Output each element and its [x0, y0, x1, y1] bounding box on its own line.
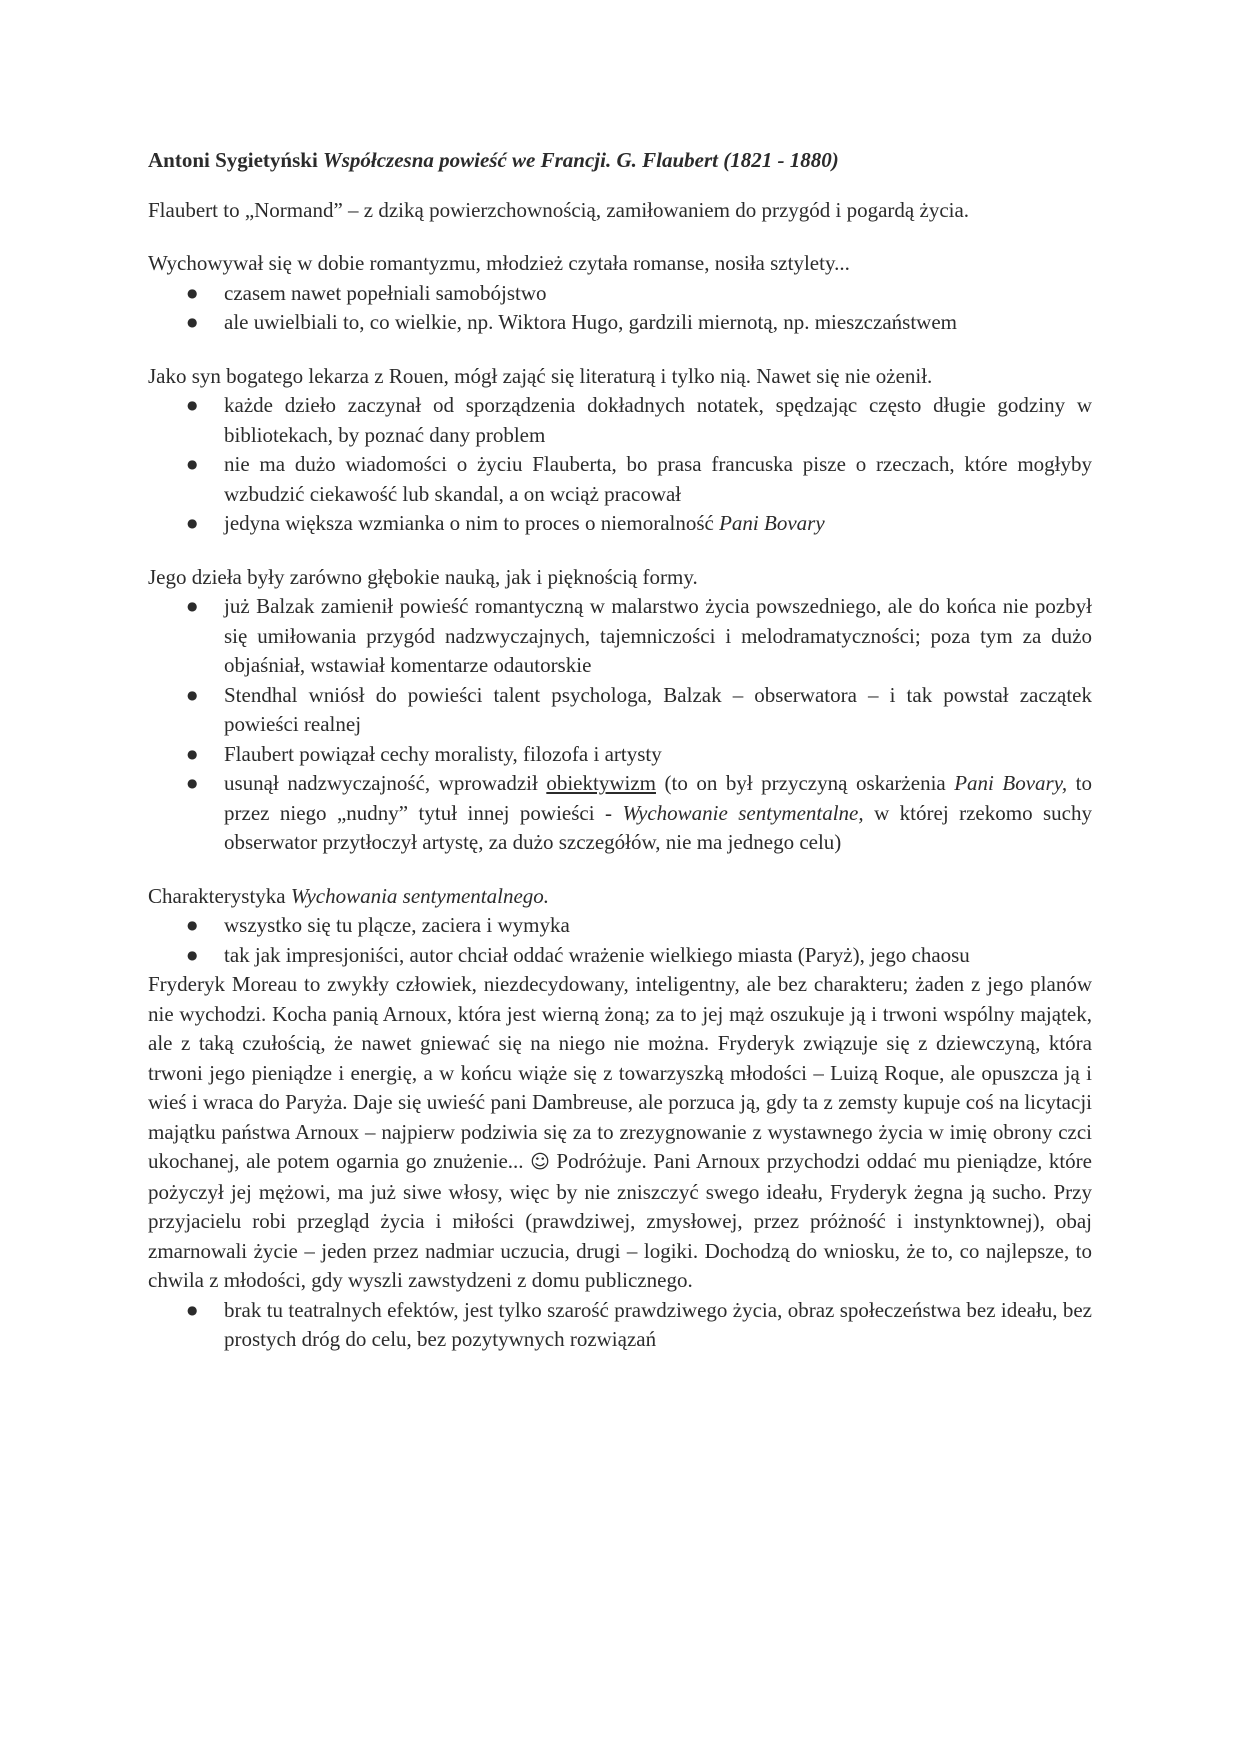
title-author: Antoni Sygietyński — [148, 148, 324, 172]
text-segment: w której rzekomo suchy obserwator przytłoczył artystę, za dużo szczegółów, nie ma jednego celu) — [224, 800, 1092, 854]
bullet-list-summary — [148, 1296, 1092, 1355]
list-item: ● czasem nawet popełniali samobójstwo — [148, 279, 1092, 309]
list-item: ● Stendhal wniósł do powieści talent psychologa, Balzak – obserwatora – i tak powstał zaczątek powieści realnej — [148, 681, 1092, 740]
bullet-list-works — [148, 592, 1092, 858]
document-title — [148, 146, 1092, 176]
text-segment: (to on był przyczyną oskarżenia — [655, 771, 955, 795]
paragraph-plot — [148, 970, 1092, 1296]
paragraph-intro: Flaubert to „Normand” – z dziką powierzchownością, zamiłowaniem do przygód i pogardą życia. — [148, 197, 970, 222]
paragraph-biography: Jako syn bogatego lekarza z Rouen, mógł zająć się literaturą i tylko nią. Nawet się nie ożenił. — [148, 363, 933, 388]
list-item: ● już Balzak zamienił powieść romantyczną w malarstwo życia powszedniego, ale do końca nie pozbył się umiłowania przygód nadzwyczajnych, tajemniczości i melodramatyczności; poza tym za dużo objaśniał, wstawiał komentarze odautorskie — [148, 592, 1092, 681]
list-item: ● nie ma dużo wiadomości o życiu Flauberta, bo prasa francuska pisze o rzeczach, które mogłyby wzbudzić ciekawość lub skandal, a on wciąż pracował — [148, 450, 1092, 509]
title-work: Współczesna powieść we Francji. G. Flaubert (1821 - 1880) — [323, 148, 839, 172]
bullet-list-characteristics — [148, 911, 1092, 970]
text-segment: usunął nadzwyczajność, wprowadził — [224, 771, 547, 795]
list-item: ● wszystko się tu plącze, zaciera i wymyka — [148, 911, 1092, 941]
list-item-text: jedyna większa wzmianka o nim to proces o niemoralność — [224, 511, 720, 535]
list-item — [148, 769, 1092, 858]
text-segment: Charakterystyka — [148, 883, 291, 908]
underlined-term: obiektywizm — [546, 771, 656, 795]
list-item: ● tak jak impresjoniści, autor chciał oddać wrażenie wielkiego miasta (Paryż), jego chaosu — [148, 941, 1092, 971]
list-item — [148, 509, 1092, 539]
list-item: ● ale uwielbiali to, co wielkie, np. Wiktora Hugo, gardzili miernotą, np. mieszczaństwem — [148, 308, 1092, 338]
text-segment: to przez niego „nudny” tytuł innej powieści - — [224, 771, 1092, 825]
italic-title: Wychowanie sentymentalne, — [622, 800, 864, 825]
list-item: ● brak tu teatralnych efektów, jest tylko szarość prawdziwego życia, obraz społeczeństwa bez ideału, bez prostych dróg do celu, bez pozytywnych rozwiązań — [148, 1296, 1092, 1355]
paragraph-characteristics — [148, 882, 1092, 912]
text-segment: Fryderyk Moreau to zwykły człowiek, niezdecydowany, inteligentny, ale bez charakteru; żaden z jego planów nie wychodzi. Kocha panią Arnoux, która jest wierną żoną; za to jej mąż oszukuje ją i trwoni wspólny majątek, ale z taką czułością, że nawet gniewać się na niego nie można. Fryderyk związuje się z dziewczyną, która trwoni jego pieniądze i energię, a w końcu wiąże się z towarzyszką młodości – Luizą Roque, ale opuszcza ją i wieś i wraca do Paryża. Daje się uwieść pani Dambreuse, ale porzuca ją, gdy ta z zemsty kupuje coś na licytacji majątku państwa Arnoux – najpierw podziwia się za to zrezygnowanie z wystawnego życia w imię obrony czci ukochanej, ale potem ogarnia go znużenie... — [148, 972, 1092, 1173]
smiley-icon: ☺ — [530, 1151, 550, 1173]
list-item-italic: Pani Bovary — [719, 511, 825, 535]
bullet-list-romanticism — [148, 279, 1092, 338]
list-item: ● Flaubert powiązał cechy moralisty, filozofa i artysty — [148, 740, 1092, 770]
text-segment: Podróżuje. Pani Arnoux przychodzi oddać mu pieniądze, które pożyczył jej mężowi, ma już siwe włosy, więc by nie zniszczyć swego ideału, Fryderyk żegna ją sucho. Przy przyjacielu robi przegląd życia i miłości (prawdziwej, zmysłowej, przez próżność i instynktownej), obaj zmarnowali życie – jeden przez nadmiar uczucia, drugi – logiki. Dochodzą do wniosku, że to, co najlepsze, to chwila z młodości, gdy wyszli zawstydzeni z domu publicznego. — [148, 1149, 1092, 1292]
italic-title: Pani Bovary, — [954, 771, 1068, 795]
italic-title: Wychowania sentymentalnego. — [290, 883, 550, 908]
paragraph-works: Jego dzieła były zarówno głębokie nauką, jak i pięknością formy. — [148, 564, 698, 589]
document-page — [148, 146, 1092, 1355]
list-item: ● każde dzieło zaczynał od sporządzenia dokładnych notatek, spędzając często długie godziny w bibliotekach, by poznać dany problem — [148, 391, 1092, 450]
bullet-list-biography — [148, 391, 1092, 539]
paragraph-romanticism: Wychowywał się w dobie romantyzmu, młodzież czytała romanse, nosiła sztylety... — [148, 251, 850, 275]
